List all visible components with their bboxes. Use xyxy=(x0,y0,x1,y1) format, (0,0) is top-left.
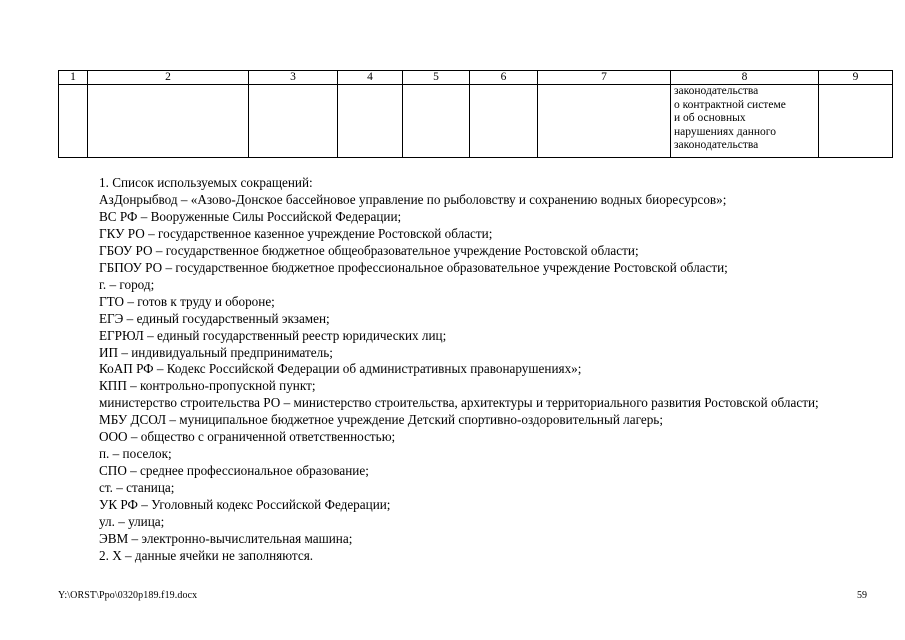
abbreviation-item: ГТО – готов к труду и обороне; xyxy=(99,293,275,309)
column-number-1: 1 xyxy=(59,71,88,85)
abbreviation-item: ГБПОУ РО – государственное бюджетное профессиональное образовательное учреждение Ростовской области; xyxy=(99,259,728,275)
table-cell xyxy=(403,85,470,158)
abbreviations-list xyxy=(58,175,870,565)
abbreviation-item: г. – город; xyxy=(99,276,155,292)
report-table xyxy=(58,70,893,158)
table-cell xyxy=(538,85,671,158)
abbreviation-item: ВС РФ – Вооруженные Силы Российской Федерации; xyxy=(99,208,402,224)
abbreviation-item: ЕГРЮЛ – единый государственный реестр юридических лиц; xyxy=(99,327,447,343)
column-number-2: 2 xyxy=(88,71,249,85)
column-number-5: 5 xyxy=(403,71,470,85)
cell-text-line: о контрактной системе xyxy=(674,98,786,111)
note-2: 2. Х – данные ячейки не заполняются. xyxy=(99,547,314,563)
column-number-6: 6 xyxy=(470,71,538,85)
table-cell xyxy=(470,85,538,158)
abbreviation-item: КПП – контрольно-пропускной пункт; xyxy=(99,378,316,394)
abbreviation-item: КоАП РФ – Кодекс Российской Федерации об административных правонарушениях»; xyxy=(99,361,582,377)
column-number-7: 7 xyxy=(538,71,671,85)
abbreviations-title: 1. Список используемых сокращений: xyxy=(99,175,313,190)
table-cell-col8 xyxy=(671,85,819,158)
abbreviation-item: ЕГЭ – единый государственный экзамен; xyxy=(99,310,330,326)
abbreviation-item: ул. – улица; xyxy=(99,514,165,530)
column-number-8: 8 xyxy=(671,71,819,85)
abbreviation-item: УК РФ – Уголовный кодекс Российской Федерации; xyxy=(99,497,391,513)
cell-text-line: законодательства xyxy=(674,139,759,152)
cell-text-line: законодательства xyxy=(674,85,759,97)
abbreviation-item: ГБОУ РО – государственное бюджетное общеобразовательное учреждение Ростовской области; xyxy=(99,242,639,258)
table-cell xyxy=(249,85,338,158)
cell-text-line: нарушениях данного xyxy=(674,125,776,138)
page-number: 59 xyxy=(857,590,867,601)
column-number-3: 3 xyxy=(249,71,338,85)
abbreviation-item: ООО – общество с ограниченной ответственностью; xyxy=(99,429,396,445)
column-number-4: 4 xyxy=(338,71,403,85)
footer-file-path: Y:\ORST\Ppo\0320p189.f19.docx xyxy=(58,590,198,601)
abbreviation-item: ст. – станица; xyxy=(99,480,175,496)
cell-text-line: и об основных xyxy=(674,112,746,125)
table-cell xyxy=(59,85,88,158)
abbreviation-item: АзДонрыбвод – «Азово-Донское бассейновое управление по рыболовству и сохранению водных биоресурсов»; xyxy=(99,191,727,207)
abbreviation-item: СПО – среднее профессиональное образование; xyxy=(99,463,369,479)
abbreviation-item: ГКУ РО – государственное казенное учреждение Ростовской области; xyxy=(99,225,493,241)
table-cell xyxy=(88,85,249,158)
table-cell xyxy=(819,85,893,158)
abbreviation-item: ИП – индивидуальный предприниматель; xyxy=(99,344,333,360)
table-cell xyxy=(338,85,403,158)
column-number-9: 9 xyxy=(819,71,893,85)
abbreviation-item: ЭВМ – электронно-вычислительная машина; xyxy=(99,531,353,547)
abbreviation-item: МБУ ДСОЛ – муниципальное бюджетное учреждение Детский спортивно-оздоровительный лагерь; xyxy=(99,412,663,428)
table-row xyxy=(59,85,893,158)
abbreviation-item: министерство строительства РО – министерство строительства, архитектуры и территориального развития Ростовской области; xyxy=(99,395,819,411)
abbreviation-item: п. – поселок; xyxy=(99,446,172,462)
table-header-row xyxy=(59,71,893,85)
